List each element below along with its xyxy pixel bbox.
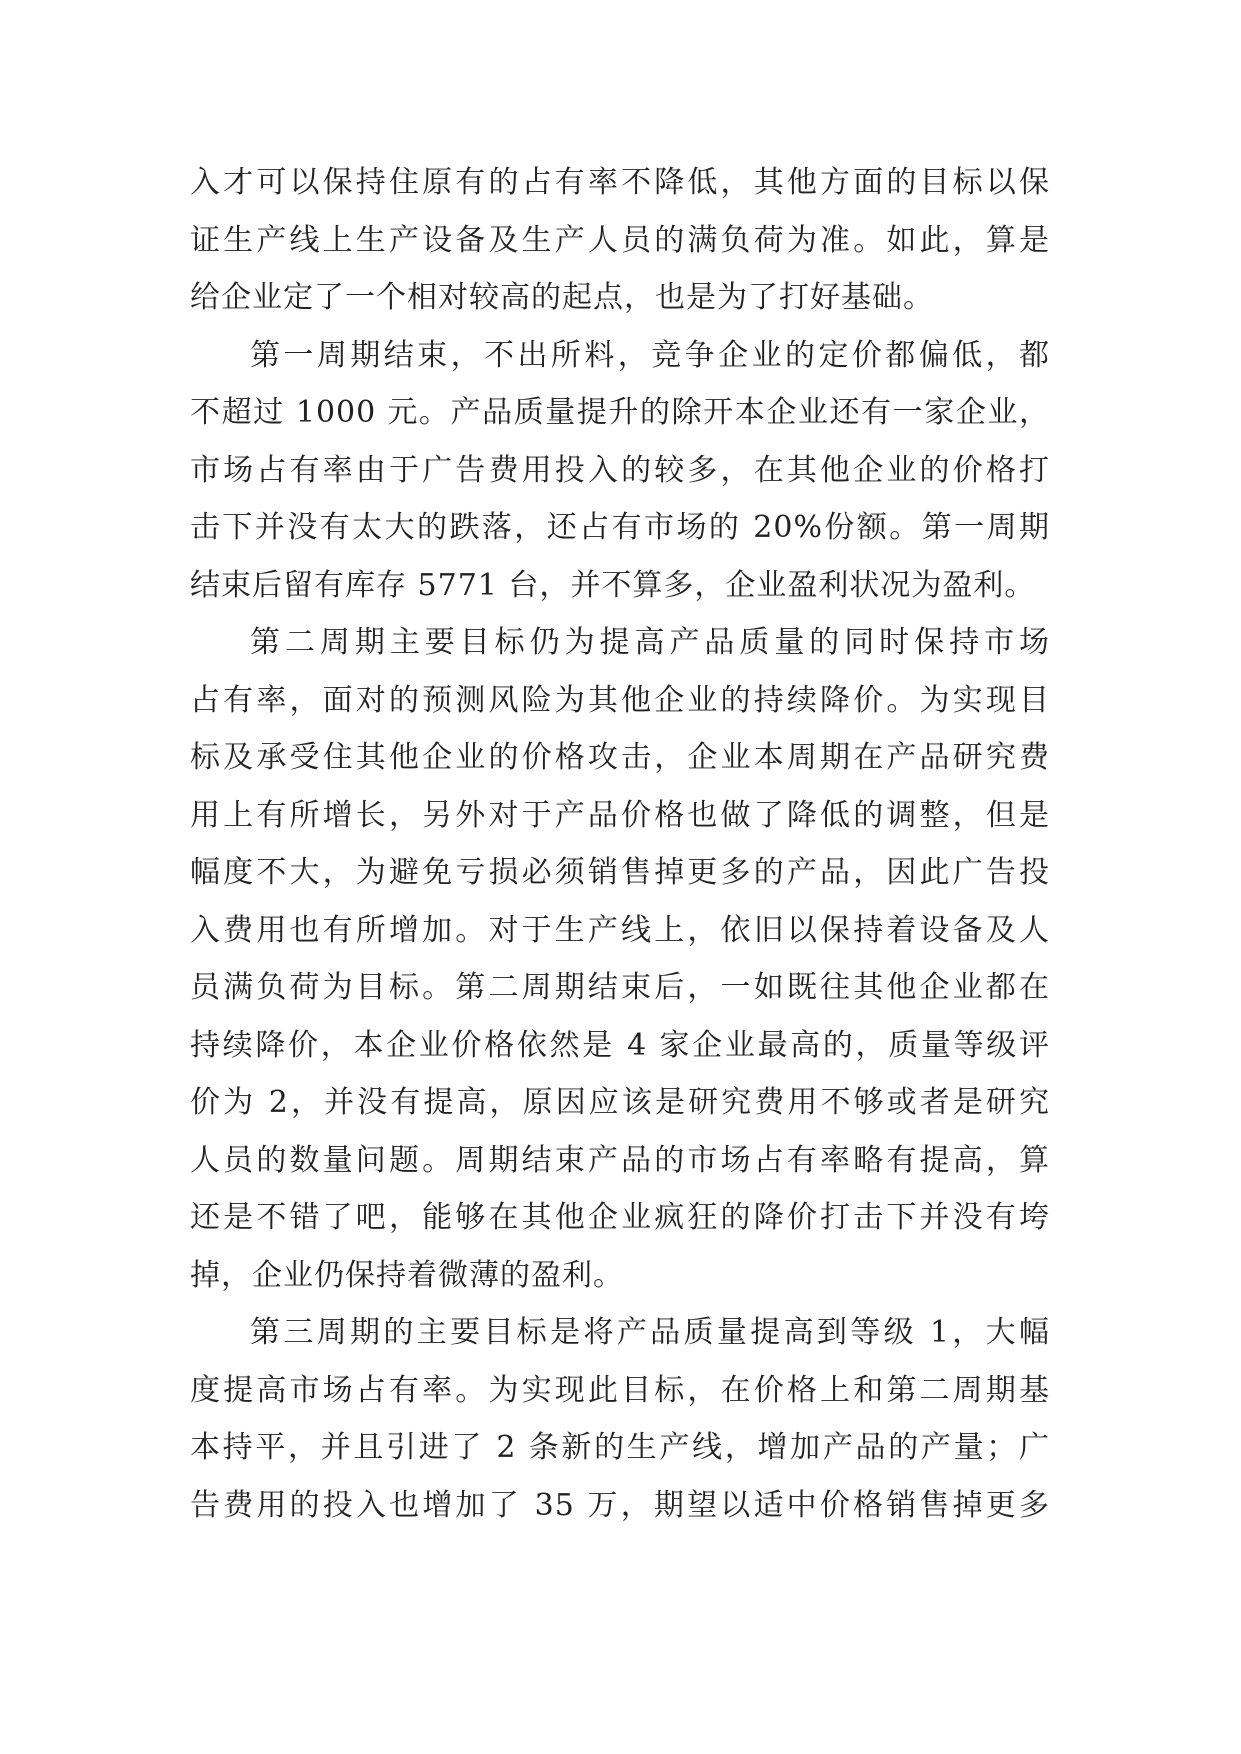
text-line: 市场占有率由于广告费用投入的较多，在其他企业的价格打 — [190, 452, 1050, 488]
text-line: 价为 2，并没有提高，原因应该是研究费用不够或者是研究 — [190, 1085, 1050, 1120]
text-line: 入才可以保持住原有的占有率不降低，其他方面的目标以保 — [190, 165, 1050, 200]
text-line: 击下并没有太大的跌落，还占有市场的 20%份额。第一周期 — [190, 510, 1050, 545]
text-line: 第一周期结束，不出所料，竞争企业的定价都偏低，都 — [250, 337, 1050, 373]
text-line: 占有率，面对的预测风险为其他企业的持续降价。为实现目 — [190, 682, 1050, 718]
text-line: 给企业定了一个相对较高的起点，也是为了打好基础。 — [190, 280, 934, 315]
body-text — [190, 154, 1050, 1534]
text-line: 持续降价，本企业价格依然是 4 家企业最高的，质量等级评 — [190, 1027, 1050, 1063]
text-line: 入费用也有所增加。对于生产线上，依旧以保持着设备及人 — [190, 912, 1050, 948]
text-line: 不超过 1000 元。产品质量提升的除开本企业还有一家企业， — [190, 395, 1050, 430]
text-line: 证生产线上生产设备及生产人员的满负荷为准。如此，算是 — [190, 222, 1050, 258]
text-line: 掉，企业仍保持着微薄的盈利。 — [190, 1257, 624, 1293]
text-line: 幅度不大，为避免亏损必须销售掉更多的产品，因此广告投 — [190, 855, 1050, 890]
text-line: 标及承受住其他企业的价格攻击，企业本周期在产品研究费 — [190, 740, 1050, 775]
text-line: 本持平，并且引进了 2 条新的生产线，增加产品的产量；广 — [190, 1430, 1050, 1465]
text-line: 还是不错了吧，能够在其他企业疯狂的降价打击下并没有垮 — [190, 1200, 1050, 1235]
text-line: 第三周期的主要目标是将产品质量提高到等级 1，大幅 — [250, 1315, 1050, 1350]
text-line: 度提高市场占有率。为实现此目标，在价格上和第二周期基 — [190, 1372, 1050, 1408]
text-line: 告费用的投入也增加了 35 万，期望以适中价格销售掉更多 — [190, 1487, 1050, 1523]
text-line: 第二周期主要目标仍为提高产品质量的同时保持市场 — [250, 625, 1050, 660]
text-line: 人员的数量问题。周期结束产品的市场占有率略有提高，算 — [190, 1142, 1050, 1178]
text-line: 员满负荷为目标。第二周期结束后，一如既往其他企业都在 — [190, 970, 1050, 1005]
text-line: 结束后留有库存 5771 台，并不算多，企业盈利状况为盈利。 — [190, 567, 1036, 603]
text-line: 用上有所增长，另外对于产品价格也做了降低的调整，但是 — [190, 797, 1050, 833]
